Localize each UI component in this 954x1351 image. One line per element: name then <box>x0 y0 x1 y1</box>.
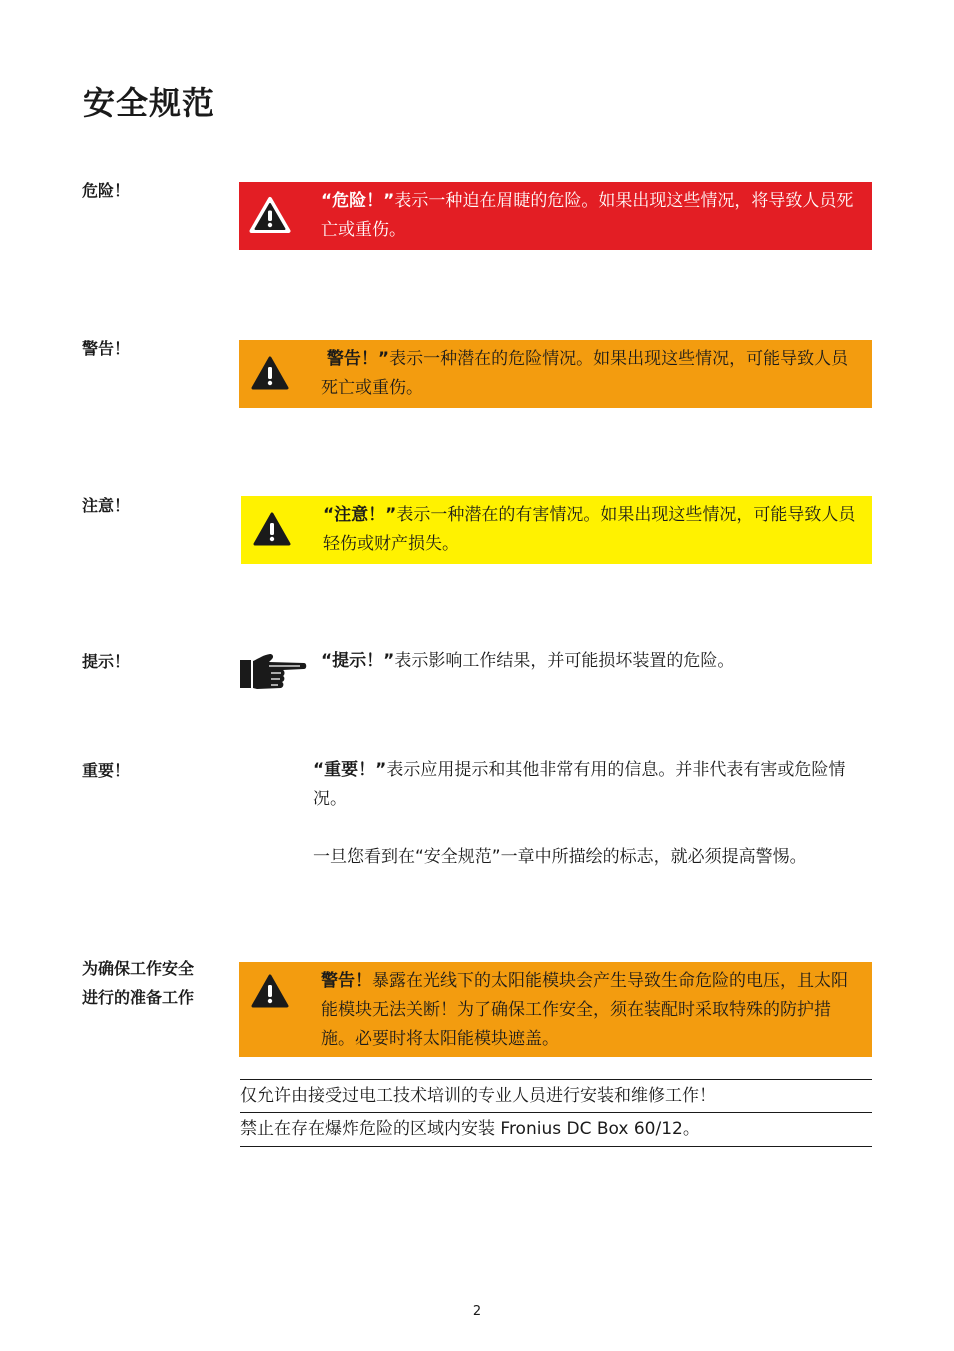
rule-explosion-area: 禁止在存在爆炸危险的区域内安装 Fronius DC Box 60/12。 <box>240 1112 872 1146</box>
important-keyword: “重要！” <box>313 760 387 780</box>
important-text-block <box>313 756 869 814</box>
important-text: 表示应用提示和其他非常有用的信息。并非代表有害或危险情况。 <box>313 760 846 809</box>
danger-keyword: “危险！” <box>321 191 395 211</box>
prep-keyword: 警告！ <box>321 971 372 991</box>
prep-label <box>82 954 194 1012</box>
note-keyword: “提示！” <box>321 651 395 671</box>
rule-divider <box>240 1146 872 1147</box>
warning-notice <box>239 340 872 408</box>
important-label: 重要！ <box>82 761 131 780</box>
warning-triangle-icon <box>249 972 291 1010</box>
danger-label: 危险！ <box>82 181 131 200</box>
warning-triangle-icon <box>249 354 291 392</box>
caution-notice <box>241 496 872 564</box>
warning-triangle-icon <box>251 510 293 548</box>
warning-keyword: 警告！” <box>321 349 390 369</box>
page-title: 安全规范 <box>83 84 216 122</box>
warning-triangle-icon <box>249 196 291 234</box>
danger-text: 表示一种迫在眉睫的危险。如果出现这些情况，将导致人员死亡或重伤。 <box>321 191 854 240</box>
note-text-block <box>321 647 881 676</box>
caution-text: 表示一种潜在的有害情况。如果出现这些情况，可能导致人员轻伤或财产损失。 <box>323 505 856 554</box>
important-paragraph: 一旦您看到在“安全规范”一章中所描绘的标志，就必须提高警惕。 <box>313 847 807 867</box>
prep-text: 暴露在光线下的太阳能模块会产生导致生命危险的电压，且太阳能模块无法关断！为了确保工作安全，须在装配时采取特殊的防护措施。必要时将太阳能模块遮盖。 <box>321 971 848 1049</box>
warning-text: 表示一种潜在的危险情况。如果出现这些情况，可能导致人员死亡或重伤。 <box>321 349 849 398</box>
prep-warning-notice <box>239 962 872 1057</box>
caution-label: 注意！ <box>82 496 131 515</box>
warning-label: 警告！ <box>82 339 131 358</box>
prep-label-line2: 进行的准备工作 <box>82 988 195 1007</box>
note-text: 表示影响工作结果，并可能损坏装置的危险。 <box>394 651 735 671</box>
page-number: 2 <box>472 1304 482 1319</box>
rule-qualified-personnel: 仅允许由接受过电工技术培训的专业人员进行安装和维修工作！ <box>240 1079 872 1113</box>
note-label: 提示！ <box>82 652 131 671</box>
prep-label-line1: 为确保工作安全 <box>82 959 195 978</box>
pointing-hand-icon <box>238 652 308 694</box>
caution-keyword: “注意！” <box>323 505 397 525</box>
danger-notice <box>239 182 872 250</box>
